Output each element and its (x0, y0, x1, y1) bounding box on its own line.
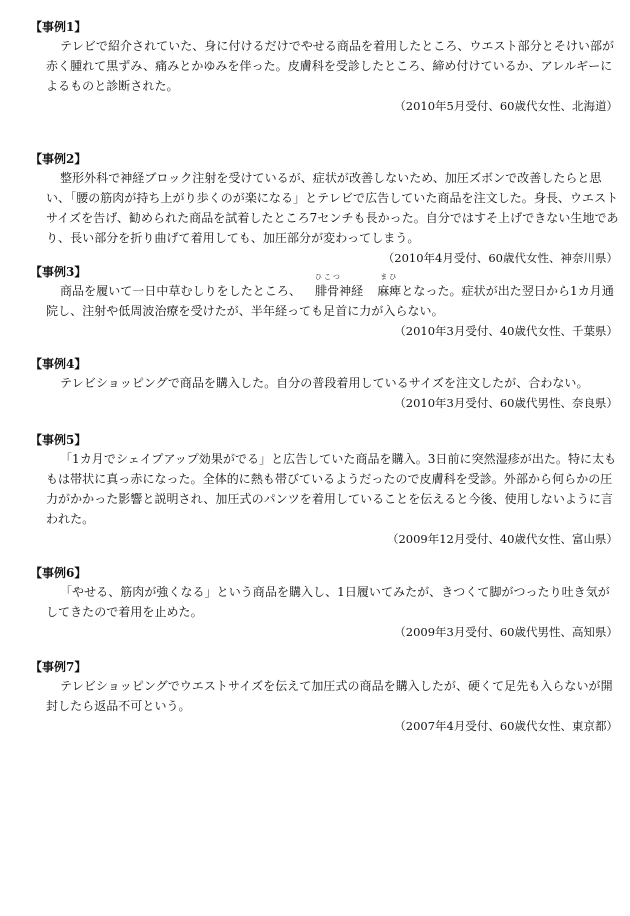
case-3 (30, 263, 620, 341)
case-4 (30, 355, 620, 413)
case-heading: 【事例6】 (30, 566, 87, 580)
case-6 (30, 564, 620, 642)
case-source: （2010年4月受付、60歳代女性、神奈川県） (382, 251, 618, 265)
case-heading: 【事例7】 (30, 660, 87, 674)
ruby-base: 麻痺 (377, 284, 402, 298)
furigana: まひ (380, 273, 399, 281)
case-7 (30, 658, 620, 736)
case-heading: 【事例5】 (30, 433, 87, 447)
case-source: （2009年12月受付、40歳代女性、富山県） (386, 532, 618, 546)
case-source: （2010年3月受付、40歳代女性、千葉県） (394, 324, 618, 338)
case-body-text: 神経 (339, 284, 364, 298)
case-body: 「1カ月でシェイプアップ効果がでる」と広告していた商品を購入。3日前に突然湿疹が出た。特に太ももは帯状に真っ赤になった。全体的に熱も帯びているようだったので皮膚科を受診。外部から何らかの圧力がかかった影響と説明され、加圧式のパンツを着用していることを伝えると今後、使用しないように言われた。 (46, 452, 617, 526)
case-2 (30, 150, 620, 268)
case-5 (30, 431, 620, 549)
case-heading: 【事例3】 (30, 265, 87, 279)
case-body-text: となった。症状が出た翌日から1カ月通院し、注射や低周波治療を受けたが、半年経っても足首に力が入らない。 (46, 284, 614, 318)
ruby-base: 腓骨 (315, 284, 340, 298)
case-body: テレビショッピングでウエストサイズを伝えて加圧式の商品を購入したが、硬くて足先も入らないが開封したら返品不可という。 (46, 679, 613, 713)
ruby-word-fibula (301, 273, 342, 301)
case-source: （2010年3月受付、60歳代男性、奈良県） (394, 396, 618, 410)
case-body: テレビで紹介されていた、身に付けるだけでやせる商品を着用したところ、ウエスト部分とそけい部が赤く腫れて黒ずみ、痛みとかゆみを伴った。皮膚科を受診したところ、締め付けているか、アレルギーによるものと診断された。 (46, 39, 615, 93)
ruby-word-paralysis (363, 273, 402, 301)
case-body: 整形外科で神経ブロック注射を受けているが、症状が改善しないため、加圧ズボンで改善したらと思い、「腰の筋肉が持ち上がり歩くのが楽になる」とテレビで広告していた商品を注文した。身長、ウエストサイズを告げ、勧められた商品を試着したところ7センチも長かった。自分ではすそ上げできない生地であり、長い部分を折り曲げて着用しても、加圧部分が変わってしまう。 (46, 171, 619, 245)
case-heading: 【事例1】 (30, 20, 87, 34)
case-heading: 【事例2】 (30, 152, 87, 166)
case-source: （2010年5月受付、60歳代女性、北海道） (394, 99, 618, 113)
case-source: （2007年4月受付、60歳代女性、東京都） (394, 719, 618, 733)
case-body (30, 273, 620, 321)
furigana: ひこつ (315, 273, 342, 281)
case-source: （2009年3月受付、60歳代男性、高知県） (394, 625, 618, 639)
case-body-text: 商品を履いて一日中草むしりをしたところ、 (60, 284, 302, 298)
case-body: 「やせる、筋肉が強くなる」という商品を購入し、1日履いてみたが、きつくて脚がつったり吐き気がしてきたので着用を止めた。 (46, 585, 610, 619)
case-1 (30, 18, 620, 116)
case-heading: 【事例4】 (30, 357, 87, 371)
case-body: テレビショッピングで商品を購入した。自分の普段着用しているサイズを注文したが、合わない。 (60, 376, 589, 390)
